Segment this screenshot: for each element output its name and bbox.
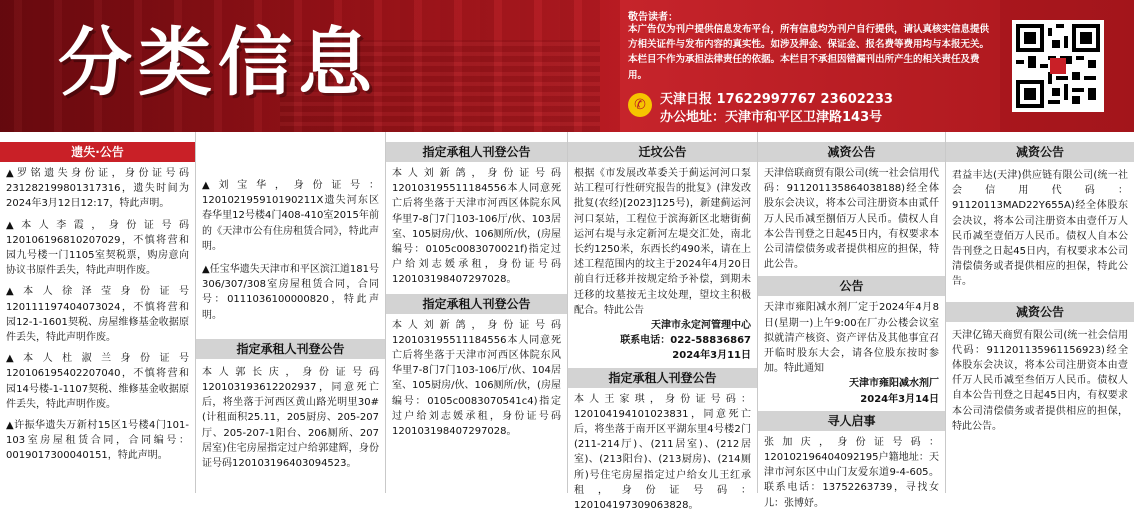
lost-notice-header: 遗失·公告 [0, 142, 195, 162]
notice-body: 本人郭长庆，身份证号码120103193612202937，同意死亡后，将坐落于河西区黄山路光明里30#(计租面积25.11，205厨房、205-207厅、205-207-1阳台、206厕所、207居室)住宅房屋指定过户给郭建辉，身份证号码120103196403094523。 [202, 366, 379, 470]
classified-banner [0, 0, 1134, 132]
list-item: ▲任宝华遗失天津市和平区滨江道181号306/307/308室房屋租赁合同，合同号：0111036100000820，特此声明。 [202, 264, 379, 321]
column-6 [946, 132, 1134, 493]
notice-title: 敬告读者： [628, 12, 678, 23]
office-address: 办公地址：天津市和平区卫津路143号 [660, 110, 883, 125]
column-5 [758, 132, 946, 509]
banner-title: 分类信息 [58, 20, 378, 106]
section-header: 公告 [758, 276, 945, 296]
column-2 [196, 132, 386, 493]
section-header: 减资公告 [758, 142, 945, 162]
column-3 [386, 132, 568, 493]
contact-phone: 天津日报 17622997767 23602233 [660, 92, 893, 107]
signature: 天津市雍阳减水剂厂 [849, 378, 939, 390]
contact-phone: 联系电话：022-58836867 [620, 335, 751, 347]
notice-body: 本广告仅为刊户提供信息发布平台，所有信息均为刊户自行提供，请认真核实信息提供方相关证件与发布内容的真实性。如涉及押金、保证金、报名费等费用均与本报无关。本栏目不作为承担法律责任的依据。本栏目不承担因错漏刊出所产生的相关责任及费用。 [628, 24, 990, 81]
section-header: 迁坟公告 [568, 142, 757, 162]
phone-icon: ✆ [628, 93, 652, 117]
section-header: 减资公告 [946, 302, 1134, 322]
section-header: 指定承租人刊登公告 [568, 368, 757, 388]
section-header: 指定承租人刊登公告 [196, 339, 385, 359]
notice-body: 本人刘新鸽，身份证号码120103195511184556本人同意死亡后将坐落于天津市河西区体院东风华里7-8门7门103-106厅/伙、104居室、105厨房/伙、106厕所/伙，(房屋编号：0105c0083070541c4)指定过户给刘志媛承租，身份证号码120103198407297028。 [392, 319, 561, 438]
section-header: 减资公告 [946, 142, 1134, 162]
section-header: 指定承租人刊登公告 [386, 294, 567, 314]
list-item: ▲刘宝华，身份证号：120102195910190211X遗失河东区春华里12号楼4门408-410室2015年前的《天津市公有住房租赁合同》，特此声明。 [202, 180, 379, 252]
qr-code-icon[interactable] [1012, 20, 1104, 112]
notice-body: 张加庆，身份证号码：120102196404092195户籍地址：天津市河东区中山门友爱东道9-4-605。联系电话：13752263739，寻找女儿：张博妤。 [764, 436, 939, 509]
list-item: ▲许振华遗失万新村15区1号楼4门101-103室房屋租赁合同，合同编号：0019017300040151，特此声明。 [6, 420, 189, 462]
notice-body: 天津倍联商贸有限公司(统一社会信用代码：911201135864038188)经全体股东会决议，将本公司注册资本由贰仟万人民币减至捌佰万人民币。债权人自本公告刊登之日起45日内，有权要求本公司清偿债务或者提供相应的担保，特此公告。 [764, 168, 939, 271]
date: 2024年3月11日 [672, 350, 751, 362]
notice-body: 君益丰达(天津)供应链有限公司(统一社会信用代码：91120113MAD22Y655A)经全体股东会决议，将本公司注册资本由壹仟万人民币减至壹佰万人民币。债权人自本公告刊登之日起45日内，有权要求本公司清偿债务或者提供相应的担保，特此公告。 [952, 170, 1128, 288]
list-item: ▲本人李霞，身份证号码120106196810207029，不慎将营和园九号楼一门1105室契税票，购房意向协议书原件丢失，特此声明作废。 [6, 219, 189, 277]
signature: 天津市永定河管理中心 [651, 320, 751, 332]
list-item: ▲本人徐泽莹身份证号120111197404073024，不慎将营和园12-1-1601契税、房屋维修基金收据原件丢失，特此声明作废。 [6, 286, 189, 344]
notice-body: 本人王家琪，身份证号码：120104194101023831，同意死亡后，将坐落于南开区平湖东里4号楼2门(211-214厅)、(211居室)、(212居室)、(213阳台)、(213厨房)、(214厕所)号住宅房屋指定过户给女儿王红承租，身份证号码：120104197309063828。 [574, 393, 751, 512]
section-header: 指定承租人刊登公告 [386, 142, 567, 162]
list-item: ▲罗铭遗失身份证，身份证号码231282199801317316，遗失时间为2024年3月12日12:17，特此声明。 [6, 168, 189, 210]
column-lost-notices [0, 132, 196, 493]
section-header: 寻人启事 [758, 411, 945, 431]
notice-body: 根据《市发展改革委关于蓟运河河口泵站工程可行性研究报告的批复》(津发改批复(农经)[2023]125号)，新建蓟运河河口泵站，工程位于滨海新区北塘街蓟运河右堤与永定新河左堤交汇处，南北长约1250米，东西长约490米，请在上述工程范围内的坟主于2024年4月20日前自行迁移并按规定给予补偿，到期未迁移的坟墓按无主坟处理，望坟主积极配合。特此公告 [574, 168, 751, 316]
date: 2024年3月14日 [860, 393, 939, 405]
column-4 [568, 132, 758, 512]
notice-body: 天津亿锦天商贸有限公司(统一社会信用代码：911201135961156923)经全体股东会决议，将本公司注册资本由壹仟万人民币减至叁佰万人民币。债权人自本公告刊登之日起45日内，有权要求本公司清偿债务或者提供相应的担保，特此公告。 [952, 329, 1128, 432]
notice-body: 本人刘新鸽，身份证号码120103195511184556本人同意死亡后将坐落于天津市河西区体院东风华里7-8门7门103-106厅/伙、103居室、105厨房/伙、106厕所/伙，(房屋编号：0105c0083070021f)指定过户给刘志媛承租，身份证号码120103198407297028。 [392, 168, 561, 286]
list-item: ▲本人杜淑兰身份证号120106195402207040，不慎将营和园14号楼-1-1107契税、维修基金收据原件丢失，特此声明作废。 [6, 353, 189, 410]
notice-body: 天津市雍阳减水剂厂定于2024年4月8日(星期一)上午9:00在厂办公楼会议室拟就清产核资、资产评估及其他事宜召开临时股东大会，请各位股东按时参加。特此通知 [764, 302, 939, 375]
